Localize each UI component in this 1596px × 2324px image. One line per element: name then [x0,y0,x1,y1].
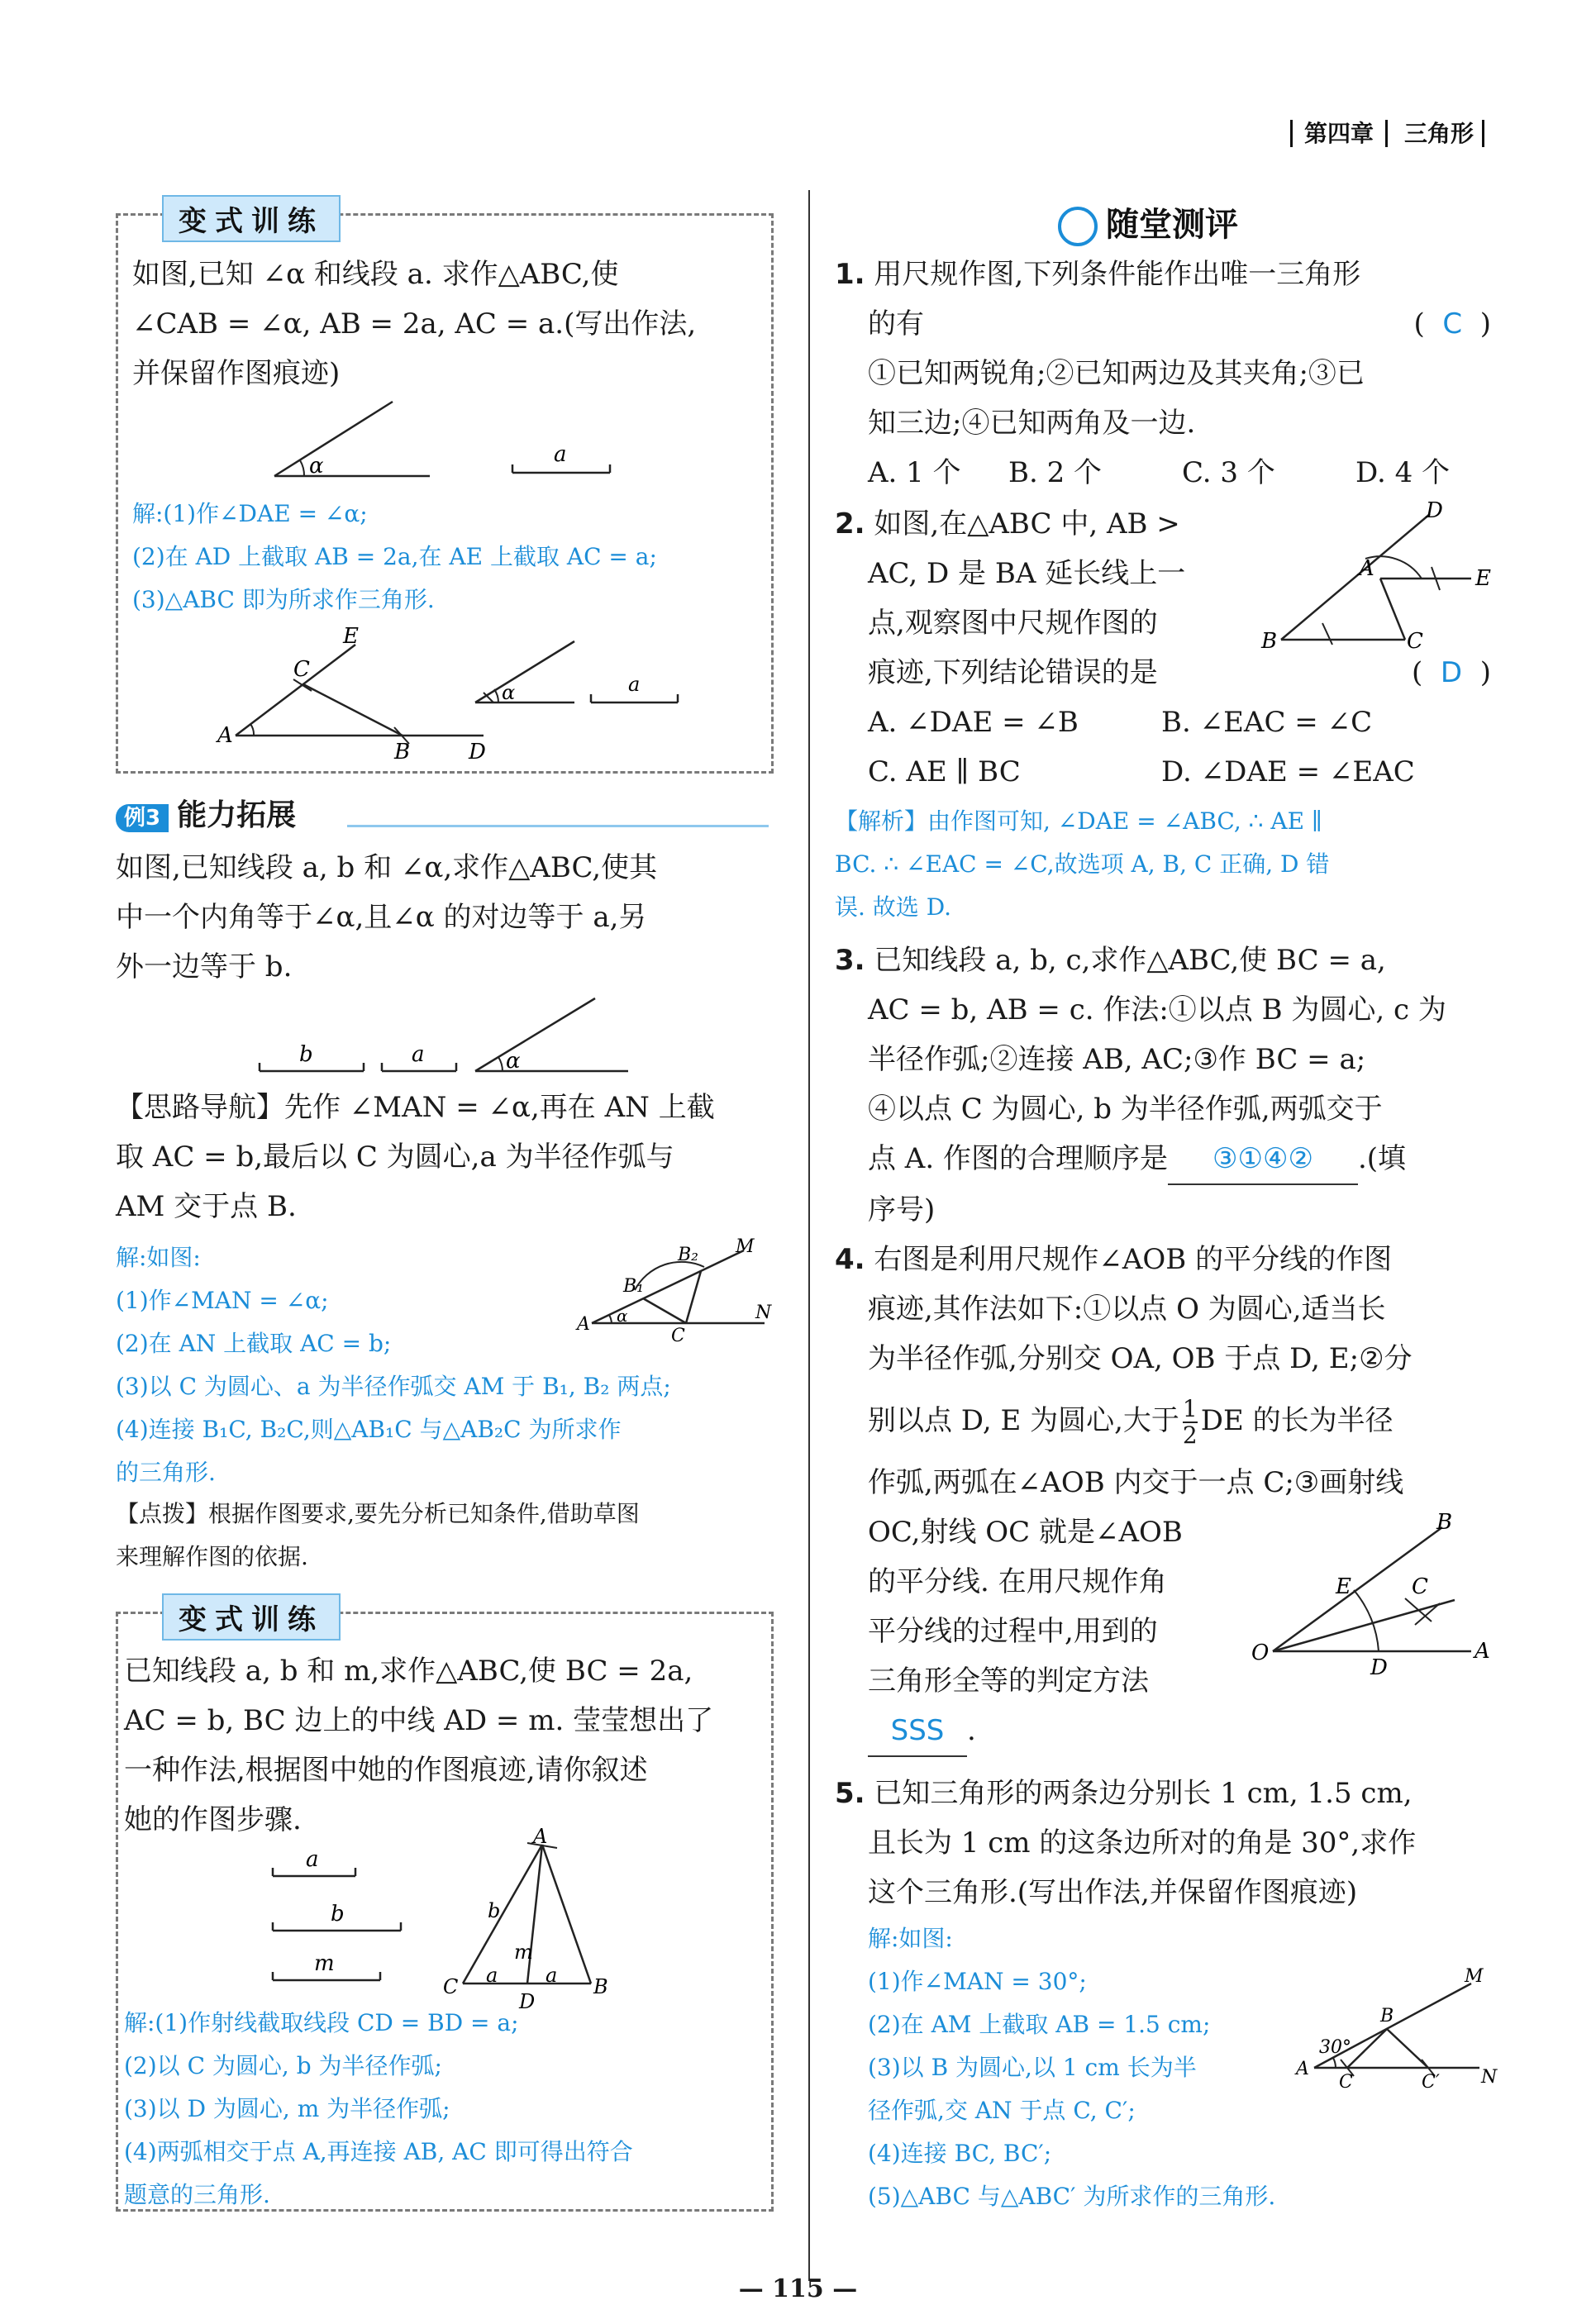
text-line: 用尺规作图,下列条件能作出唯一三角形 [874,258,1361,291]
segment-label: a [412,1042,425,1067]
point-label-a: A [1475,1639,1490,1664]
text-line: 且长为 1 cm 的这条边所对的角是 30°,求作 [868,1826,1417,1860]
text-line: 并保留作图痕迹) [132,357,341,390]
question-4: 4. 右图是利用尺规作∠AOB 的平分线的作图 痕迹,其作法如下:①以点 O 为圆心,适当长 为半径作弧,分别交 OA, OB 于点 D, E;②分 别以点 D, E 为圆心,大于 $\frac{1}{2}$ DE 的长为半径 作弧,两弧在∠AOB 内交于一点 C;③画射线 OC,射线 OC 就是∠AOB 的平分线. 在用尺规作角 平分线的过程中,用到的 三角形全等的判定方法 SSS . [835,1235,1496,1757]
text-line: 为半径作弧,分别交 OA, OB 于点 D, E;②分 [868,1342,1413,1375]
half-label-a: a [545,1964,558,1987]
segment-cb [303,684,403,736]
solution-line: (2)在 AN 上截取 AC = b; [116,1330,392,1357]
text-line: 已知线段 a, b 和 m,求作△ABC,使 BC = 2a, [124,1655,693,1688]
question-4-figure [1248,1512,1496,1678]
option-d: D. ∠DAE = ∠EAC [1161,755,1415,788]
angle-label: α [309,454,324,479]
text-line: 痕迹,下列结论错误的是 [868,656,1158,689]
chapter-title: 三角形 [1388,120,1484,147]
text-line: 她的作图步骤. [124,1803,302,1836]
option-c: C. AE ∥ BC [868,755,1021,788]
solution-line: 径作弧,交 AN 于点 C, C′; [868,2097,1136,2124]
text-line: 的平分线. 在用尺规作角 [868,1565,1167,1598]
angle-ray [475,641,574,702]
question-2: 2. 如图,在△ABC 中, AB > AC, D 是 BA 延长线上一 点,观察图中尺规作图的 痕迹,下列结论错误的是 ( D ) A. ∠DAE = ∠B B. ∠EAC = ∠C C. AE ∥ BC D. ∠DAE = ∠EAC [835,499,1496,797]
variant2-solution [124,2002,769,2217]
text-line: AC = b, AB = c. 作法:①以点 B 为圆心, c 为 [868,993,1446,1026]
text-line: 作弧,两弧在∠AOB 内交于一点 C;③画射线 [868,1466,1404,1499]
angle-label: α [506,1049,521,1074]
solution-line: 解:(1)作∠DAE = ∠α; [132,500,368,527]
point-label-n: N [1481,2067,1498,2088]
side-label-b: b [488,1899,501,1922]
option-d: D. 4 个 [1355,456,1451,489]
question-number: 3. [835,944,865,977]
segment-ac [1380,579,1405,640]
solution-line: (4)两弧相交于点 A,再连接 AB, AC 即可得出符合 [124,2138,633,2165]
example3-rule [347,825,769,827]
option-b: B. 2 个 [1008,456,1103,489]
segment-label: b [331,1902,345,1926]
point-label-b: B [394,740,411,764]
option-a: A. 1 个 [868,456,961,489]
angle-arc [498,1057,503,1071]
point-label-a: A [1359,556,1374,581]
question-number: 2. [835,507,865,541]
example3-given-figure [248,992,636,1083]
angle-label: α [502,681,516,704]
segment-label: b [299,1042,313,1067]
text-line: 右图是利用尺规作∠AOB 的平分线的作图 [874,1243,1393,1276]
solution-line: 解:如图: [868,1925,953,1952]
text-line: 已知线段 a, b, c,求作△ABC,使 BC = a, [874,944,1386,977]
angle-arc [609,1315,612,1323]
segment-bcp [1387,2029,1428,2068]
analysis-line: 【解析】由作图可知, ∠DAE = ∠ABC, ∴ AE ∥ [835,807,1322,835]
solution-line: 题意的三角形. [124,2181,270,2208]
point-label-a: A [217,723,233,748]
question-5 [835,1769,1496,1917]
chapter-label: 第四章 [1290,120,1388,147]
variant1-solution [132,493,769,621]
solution-line: 解:(1)作射线截取线段 CD = BD = a; [124,2009,519,2036]
fraction-denominator: 2 [1182,1422,1198,1449]
variant1-given-figure [264,397,628,488]
point-label-c-prime: C′ [1422,2072,1440,2093]
text-line: ①已知两锐角;②已知两边及其夹角;③已 [868,357,1365,390]
point-label-b: B [1261,629,1278,654]
point-label-o: O [1251,1641,1270,1665]
variant1-solution-figure [211,620,715,764]
solution-line: (4)连接 B₁C, B₂C,则△AB₁C 与△AB₂C 为所求作 [116,1416,622,1443]
example-title: 能力拓展 [177,798,297,832]
question-2-analysis [835,800,1496,929]
text-line: 如图,在△ABC 中, AB > [874,507,1180,541]
option-b: B. ∠EAC = ∠C [1161,706,1373,739]
text-line: AC, D 是 BA 延长线上一 [868,557,1186,590]
text-line: OC,射线 OC 就是∠AOB [868,1516,1183,1549]
text-line: 点,观察图中尺规作图的 [868,607,1158,640]
text-line: AM 交于点 B. [116,1190,297,1223]
quiz-heading-text: 随堂测评 [1106,206,1238,244]
column-divider [808,190,810,2281]
point-label-d: D [469,740,486,764]
point-label-e: E [343,624,359,649]
point-label-b: B [1380,2006,1394,2026]
variant2-question [124,1646,769,1845]
answer-blank: SSS [868,1706,967,1757]
question-number: 5. [835,1777,865,1810]
point-label-c: C [443,1975,459,1998]
solution-line: (2)在 AD 上截取 AB = 2a,在 AE 上截取 AC = a; [132,543,657,570]
text-line: 如图,已知 ∠α 和线段 a. 求作△ABC,使 [132,258,619,291]
angle-ray [475,998,595,1071]
text-line: 【思路导航】先作 ∠MAN = ∠α,再在 AN 上截 [116,1091,715,1124]
text-line: 点 A. 作图的合理顺序是 [868,1142,1168,1175]
answer-blank: ③①④② [1168,1134,1358,1185]
example3-question [116,843,777,992]
point-label-m: M [1465,1966,1484,1987]
page-number: — 115 — [738,2274,858,2303]
solution-line: (3)以 B 为圆心,以 1 cm 长为半 [868,2054,1197,2081]
solution-line: 解:如图: [116,1244,201,1271]
segment-bc [1347,2029,1387,2068]
point-label-c: C [1339,2072,1353,2093]
text-line: 别以点 D, E 为圆心,大于 [868,1404,1179,1437]
question-5-figure [1289,1967,1496,2091]
text-line: 半径作弧;②连接 AB, AC;③作 BC = a; [868,1043,1366,1076]
question-3 [835,936,1496,1235]
variant2-figure [256,1825,653,2017]
text-line: 如图,已知线段 a, b 和 ∠α,求作△ABC,使其 [116,851,658,884]
solution-line: (2)在 AM 上截取 AB = 1.5 cm; [868,2011,1211,2038]
analysis-line: 误. 故选 D. [835,893,952,921]
segment-ba [542,1845,591,1983]
text-line: 平分线的过程中,用到的 [868,1615,1158,1648]
text-line: 取 AC = b,最后以 C 为圆心,a 为半径作弧与 [116,1141,674,1174]
angle-ray [274,402,393,476]
point-label-c: C [1412,1574,1428,1599]
question-1: 1. 用尺规作图,下列条件能作出唯一三角形 的有 ( C ) ①已知两锐角;②已知两边及其夹角;③已 知三边;④已知两角及一边. A. 1 个 B. 2 个 C. 3 个 D. 4 个 [835,250,1496,498]
segment-label: a [628,673,641,696]
point-label-m: M [736,1236,755,1257]
point-label-c: C [671,1326,685,1346]
variant-training-tag-1: 变式训练 [162,195,341,242]
text-line: 的有 [868,307,924,341]
solution-line: (3)△ABC 即为所求作三角形. [132,586,435,613]
segment-label: a [306,1847,319,1872]
point-label-b: B [593,1975,608,1998]
text-line: 一种作法,根据图中她的作图痕迹,请你叙述 [124,1754,648,1787]
angle-arc [484,689,498,702]
point-label-c: C [1407,629,1423,654]
example3-tip [116,1493,777,1579]
solution-line: (2)以 C 为圆心, b 为半径作弧; [124,2052,442,2079]
ray-bd [1281,514,1430,640]
text-line: 中一个内角等于∠α,且∠α 的对边等于 a,另 [116,901,647,934]
point-label-a: A [577,1314,590,1335]
segment-b2c [686,1271,701,1323]
text-line: 这个三角形.(写出作法,并保留作图痕迹) [868,1876,1358,1909]
segment-label: a [554,442,567,467]
question-2-figure [1256,499,1496,664]
solution-line: (5)△ABC 与△ABC′ 为所求作的三角形. [868,2183,1276,2210]
point-label-d: D [1426,498,1443,523]
answer-choice: C [1442,307,1463,341]
text-line: 外一边等于 b. [116,950,293,983]
ray-oc [1273,1600,1455,1651]
question-number: 4. [835,1243,865,1276]
angle-label: 30° [1319,2037,1351,2058]
text-line: 序号) [868,1193,936,1226]
solution-line: 的三角形. [116,1459,216,1486]
point-label-b1: B₁ [623,1276,644,1297]
point-label-d: D [519,1990,536,2013]
text-line: 三角形全等的判定方法 [868,1664,1149,1698]
half-label-a: a [486,1964,498,1987]
solution-line: (3)以 C 为圆心、a 为半径作弧交 AM 于 B₁, B₂ 两点; [116,1373,671,1400]
text-line: ④以点 C 为圆心, b 为半径作弧,两弧交于 [868,1093,1383,1126]
solution-line: (1)作∠MAN = ∠α; [116,1287,329,1314]
text-line: .(填 [1357,1142,1407,1175]
answer-choice: D [1440,656,1463,689]
fraction-one-half [1183,1397,1198,1448]
fraction-numerator: 1 [1182,1395,1198,1422]
text-line: 已知三角形的两条边分别长 1 cm, 1.5 cm, [874,1777,1413,1810]
quiz-heading [1058,198,1238,246]
variant-training-tag-2: 变式训练 [162,1593,341,1641]
point-label-e: E [1336,1574,1351,1599]
angle-arc [1333,2058,1336,2068]
example3-heading [116,792,296,834]
question-number: 1. [835,258,865,291]
solution-line: (4)连接 BC, BC′; [868,2140,1052,2167]
option-a: A. ∠DAE = ∠B [868,706,1079,739]
magnifier-icon [1058,207,1098,246]
text-line: 知三边;④已知两角及一边. [868,407,1196,440]
point-label-a: A [1296,2059,1309,2079]
page-header [1290,116,1484,149]
point-label-a: A [533,1825,548,1848]
example3-solution-figure [577,1236,777,1346]
angle-arc [250,724,254,736]
point-label-n: N [755,1302,772,1323]
angle-label: α [617,1306,628,1326]
tip-line: 来理解作图的依据. [116,1543,308,1570]
construction-arc [1354,1590,1379,1651]
text-line: DE 的长为半径 [1200,1404,1394,1437]
solution-line: (3)以 D 为圆心, m 为半径作弧; [124,2095,450,2122]
text-line: ∠CAB = ∠α, AB = 2a, AC = a.(写出作法, [132,307,697,341]
example3-hint [116,1083,777,1231]
text-line: AC = b, BC 边上的中线 AD = m. 莹莹想出了 [124,1704,714,1737]
point-label-b: B [1436,1510,1453,1535]
option-c: C. 3 个 [1182,456,1275,489]
point-label-e: E [1475,566,1491,591]
example-label: 例3 [116,804,169,832]
angle-arc [300,460,304,476]
variant1-question [132,250,769,398]
point-label-d: D [1370,1655,1388,1680]
point-label-b2: B₂ [678,1245,698,1265]
point-label-c: C [293,657,310,682]
analysis-line: BC. ∴ ∠EAC = ∠C,故选项 A, B, C 正确, D 错 [835,850,1330,878]
segment-b1c [643,1298,686,1323]
text-line: 痕迹,其作法如下:①以点 O 为圆心,适当长 [868,1293,1386,1326]
segment-label: m [314,1951,335,1976]
solution-line: (1)作∠MAN = 30°; [868,1968,1087,1995]
median-label-m: m [514,1941,533,1964]
tip-line: 【点拨】根据作图要求,要先分析已知条件,借助草图 [116,1500,640,1527]
